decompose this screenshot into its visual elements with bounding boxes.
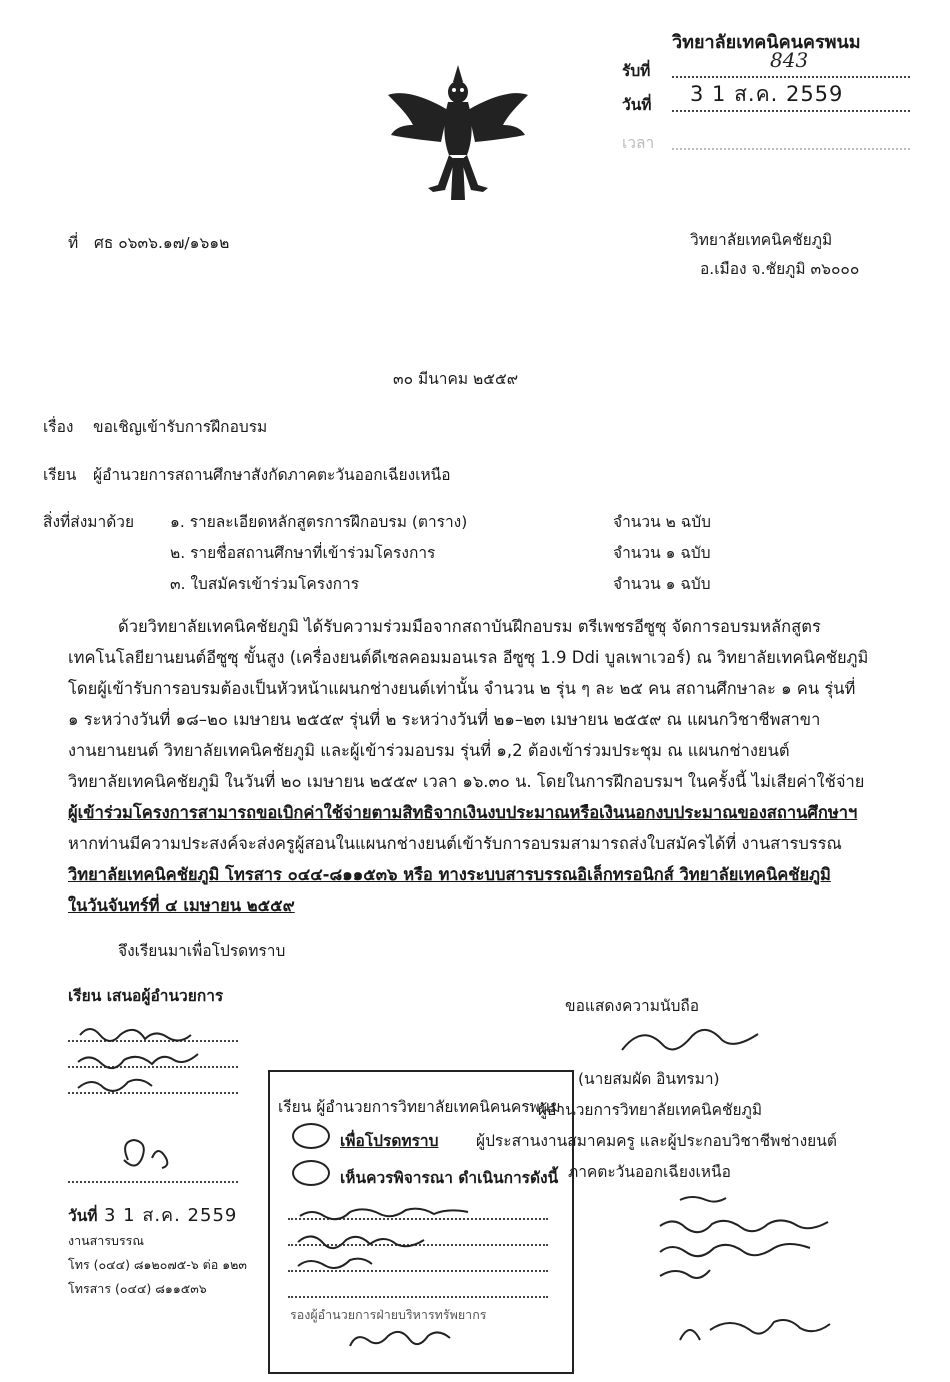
enclosure-qty: จำนวน ๑ ฉบับ bbox=[613, 544, 711, 562]
routing-stamp-to: เรียน ผู้อำนวยการวิทยาลัยเทคนิคนครพนม bbox=[278, 1098, 561, 1116]
enclosure-item: ๒. รายชื่อสถานศึกษาที่เข้าร่วมโครงการ bbox=[170, 544, 436, 562]
ref-number: ศธ ๐๖๓๖.๑๗/๑๖๑๒ bbox=[94, 234, 230, 252]
handwriting-scribble bbox=[640, 1190, 920, 1370]
left-note-fax: โทรสาร (๐๔๔) ๘๑๑๕๓๖ bbox=[68, 1281, 207, 1296]
enclosure-qty: จำนวน ๒ ฉบับ bbox=[613, 513, 711, 531]
body-line: โดยผู้เข้ารับการอบรมต้องเป็นหัวหน้าแผนกช่างยนต์เท่านั้น จำนวน ๒ รุ่น ๆ ละ ๒๕ คน สถานศึกษาละ ๑ คน รุ่นที่ bbox=[68, 679, 856, 698]
garuda-emblem-icon bbox=[383, 60, 533, 210]
signature-mark bbox=[612, 1018, 772, 1068]
to-label: เรียน bbox=[43, 466, 77, 484]
routing-option-circle bbox=[292, 1123, 330, 1149]
enclosure-qty: จำนวน ๑ ฉบับ bbox=[613, 575, 711, 593]
closing-line: จึงเรียนมาเพื่อโปรดทราบ bbox=[118, 942, 286, 960]
enclosure-label: สิ่งที่ส่งมาด้วย bbox=[43, 513, 135, 531]
body-line: หากท่านมีความประสงค์จะส่งครูผู้สอนในแผนกช่างยนต์เข้ารับการอบรมสามารถส่งใบสมัครได้ที่ งานสารบรรณ bbox=[68, 834, 842, 853]
handwriting-scribble bbox=[70, 1010, 270, 1190]
signer-extra-line: ภาคตะวันออกเฉียงเหนือ bbox=[568, 1163, 731, 1181]
regards-text: ขอแสดงความนับถือ bbox=[565, 997, 700, 1015]
letter-date: ๓๐ มีนาคม ๒๕๕๙ bbox=[393, 370, 519, 388]
enclosure-item: ๓. ใบสมัครเข้าร่วมโครงการ bbox=[170, 575, 360, 593]
left-note-date-label: วันที่ bbox=[68, 1207, 98, 1225]
routing-stamp-footer: รองผู้อำนวยการฝ่ายบริหารทรัพยากร bbox=[290, 1307, 487, 1322]
left-note-office: งานสารบรรณ bbox=[68, 1233, 144, 1248]
receipt-received-no: 843 bbox=[770, 48, 809, 72]
receipt-date-label: วันที่ bbox=[622, 96, 652, 114]
body-line: ๑ ระหว่างวันที่ ๑๘–๒๐ เมษายน ๒๕๕๙ รุ่นที่ ๒ ระหว่างวันที่ ๒๑–๒๓ เมษายน ๒๕๕๙ ณ แผนกวิชาชีพสาขา bbox=[68, 710, 821, 729]
signer-extra-line: ผู้ประสานงานสมาคมครู และผู้ประกอบวิชาชีพช่างยนต์ bbox=[476, 1132, 837, 1150]
ref-label: ที่ bbox=[68, 234, 79, 252]
receipt-college-name: วิทยาลัยเทคนิคนครพนม bbox=[672, 32, 861, 53]
receipt-time-label: เวลา bbox=[622, 134, 655, 152]
body-line-emphasis: วิทยาลัยเทคนิคชัยภูมิ โทรสาร ๐๔๔-๘๑๑๕๓๖ หรือ ทางระบบสารบรรณอิเล็กทรอนิกส์ วิทยาลัยเทคนิคชัยภูมิ bbox=[68, 865, 831, 884]
signer-position: ผู้อำนวยการวิทยาลัยเทคนิคชัยภูมิ bbox=[538, 1101, 763, 1119]
routing-option-2: เห็นควรพิจารณา ดำเนินการดังนี้ bbox=[340, 1169, 559, 1187]
left-note-date-value: 3 1 ส.ค. 2559 bbox=[104, 1205, 238, 1226]
enclosure-item: ๑. รายละเอียดหลักสูตรการฝึกอบรม (ตาราง) bbox=[170, 513, 468, 531]
body-line: เทคโนโลยียานยนต์อีซูซุ ขั้นสูง (เครื่องยนต์ดีเซลคอมมอนเรล อีซูซุ 1.9 Ddi บูลเพาเวอร์) ณ วิทยาลัยเทคนิคชัยภูมิ bbox=[68, 648, 869, 667]
routing-option-1: เพื่อโปรดทราบ bbox=[340, 1132, 439, 1150]
to-text: ผู้อำนวยการสถานศึกษาสังกัดภาคตะวันออกเฉียงเหนือ bbox=[93, 466, 451, 484]
signer-name: (นายสมผัด อินทรมา) bbox=[578, 1070, 720, 1088]
receipt-date-value: 3 1 ส.ค. 2559 bbox=[690, 82, 844, 106]
body-line: งานยานยนต์ วิทยาลัยเทคนิคชัยภูมิ และผู้เข้าร่วมอบรม รุ่นที่ ๑,2 ต้องเข้าร่วมประชุม ณ แผนกช่างยนต์ bbox=[68, 741, 790, 760]
body-line: วิทยาลัยเทคนิคชัยภูมิ ในวันที่ ๒๐ เมษายน ๒๕๕๙ เวลา ๑๖.๓๐ น. โดยในการฝึกอบรมฯ ในครั้งนี้ ไม่เสียค่าใช้จ่าย bbox=[68, 772, 865, 791]
body-line: ด้วยวิทยาลัยเทคนิคชัยภูมิ ได้รับความร่วมมือจากสถาบันฝึกอบรม ตรีเพชรอีซูซุ จัดการอบรมหลักสูตร bbox=[118, 617, 821, 636]
sender-name: วิทยาลัยเทคนิคชัยภูมิ bbox=[690, 231, 833, 249]
sender-address: อ.เมือง จ.ชัยภูมิ ๓๖๐๐๐ bbox=[700, 260, 860, 278]
receipt-time-line bbox=[672, 148, 910, 150]
handwriting-scribble bbox=[290, 1196, 560, 1366]
subject-label: เรื่อง bbox=[43, 418, 74, 436]
routing-option-circle bbox=[292, 1160, 330, 1186]
receipt-received-label: รับที่ bbox=[622, 62, 651, 80]
left-note-phone: โทร (๐๔๔) ๘๑๒๐๗๕-๖ ต่อ ๑๒๓ bbox=[68, 1257, 247, 1272]
body-line-emphasis: ผู้เข้าร่วมโครงการสามารถขอเบิกค่าใช้จ่ายตามสิทธิจากเงินงบประมาณหรือเงินนอกงบประมาณของสถานศึกษาฯ bbox=[68, 803, 858, 822]
body-line-emphasis: ในวันจันทร์ที่ ๔ เมษายน ๒๕๕๙ bbox=[68, 896, 295, 915]
subject-text: ขอเชิญเข้ารับการฝึกอบรม bbox=[93, 418, 268, 436]
left-note-title: เรียน เสนอผู้อำนวยการ bbox=[68, 987, 224, 1005]
